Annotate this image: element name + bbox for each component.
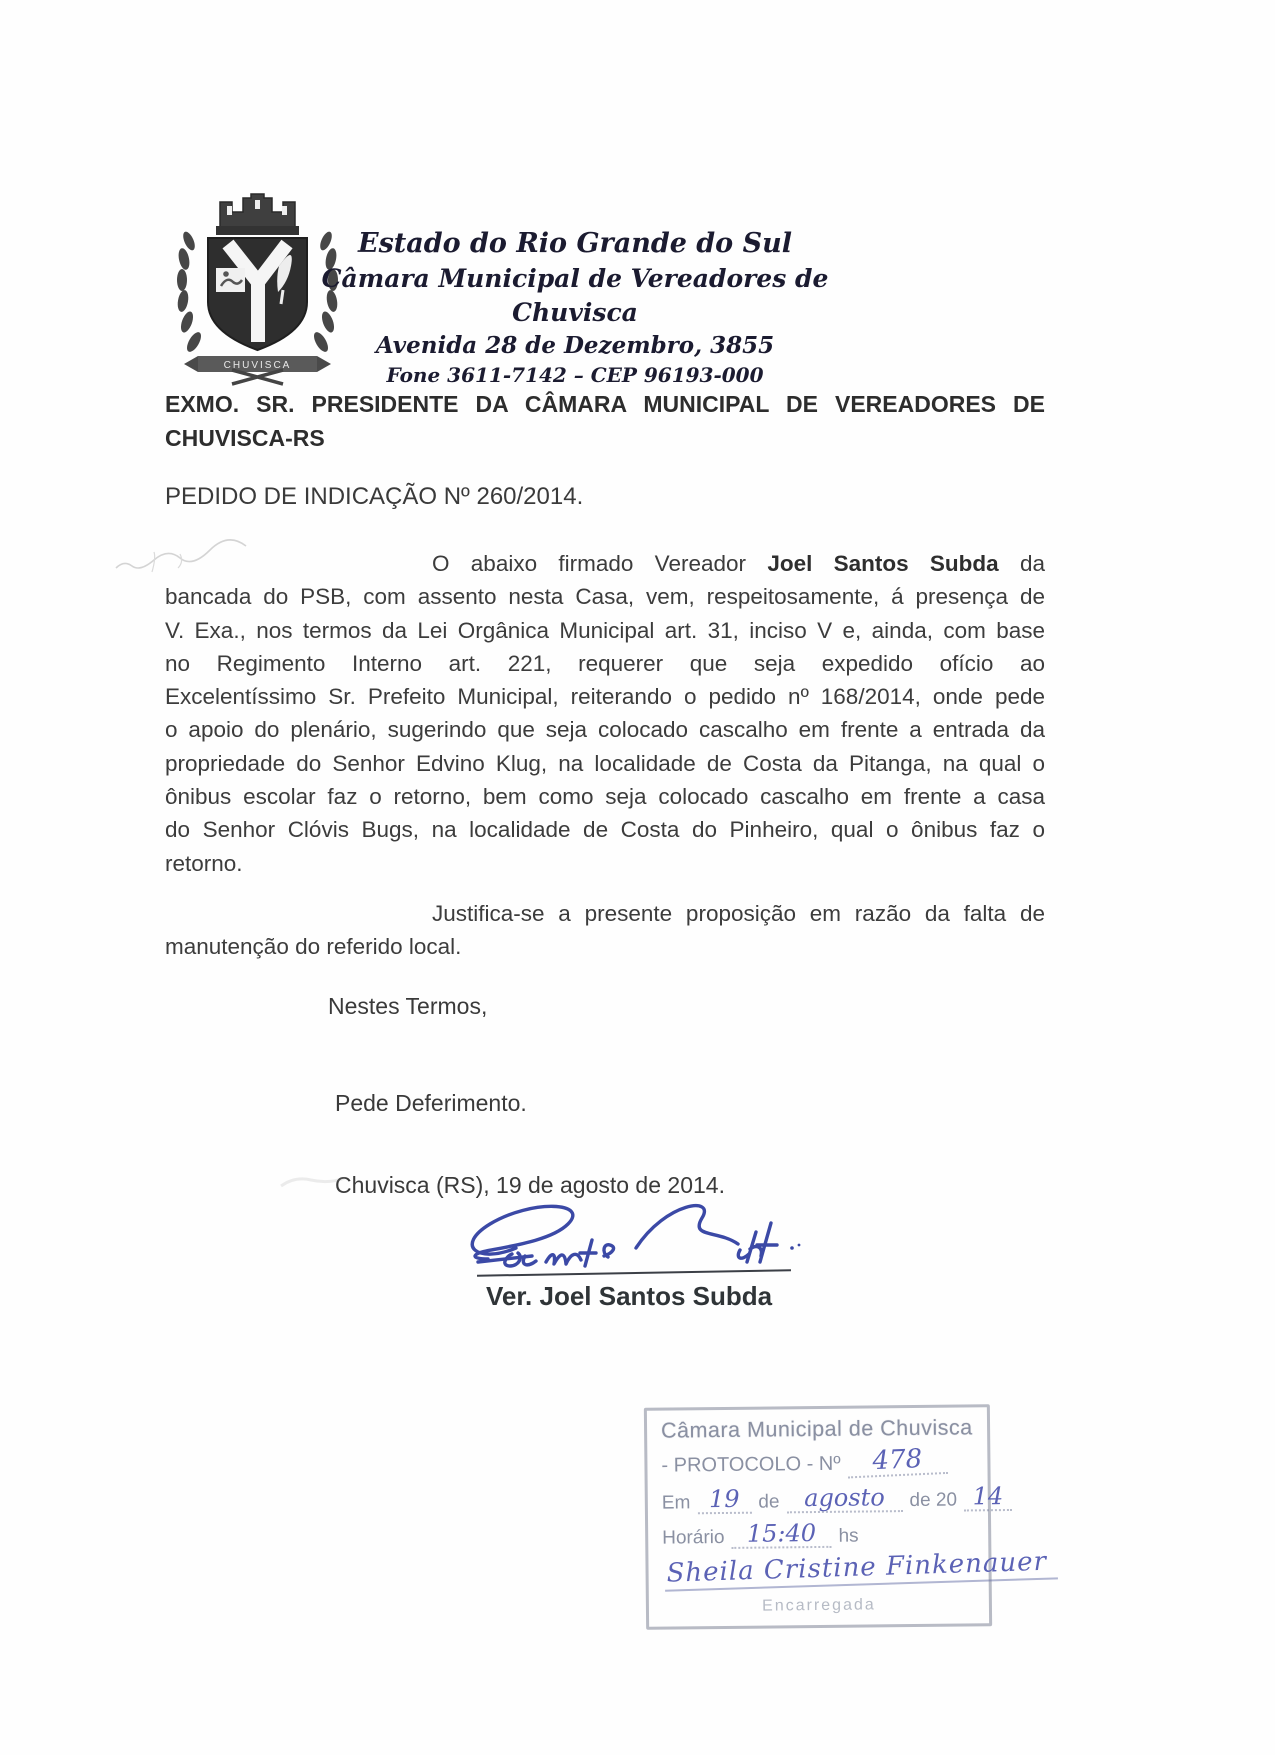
closing-dateline: Chuvisca (RS), 19 de agosto de 2014.: [335, 1172, 725, 1198]
body-line: Justifica-se a presente proposição em razão da falta de: [432, 901, 1045, 926]
body-paragraph-1: [165, 547, 1045, 880]
body-text: O abaixo firmado Vereador: [432, 551, 747, 576]
stamp-year: 14: [964, 1484, 1012, 1512]
signature-name: Ver. Joel Santos Subda: [486, 1281, 773, 1311]
body-line: ônibus escolar faz o retorno, bem como seja colocado cascalho em frente a casa: [165, 784, 1045, 810]
letterhead: [310, 226, 840, 389]
vereador-name: Joel Santos Subda: [767, 551, 999, 576]
letterhead-phone: Fone 3611-7142 – CEP 96193-000: [386, 363, 764, 387]
letterhead-state: Estado do Rio Grande do Sul: [358, 228, 792, 259]
stamp-month: agosto: [786, 1485, 902, 1513]
body-text: da: [1019, 551, 1045, 576]
addressee-line-2: CHUVISCA-RS: [165, 424, 325, 451]
addressee-line-1: EXMO. SR. PRESIDENTE DA CÂMARA MUNICIPAL DE VEREADORES DE: [165, 391, 1045, 417]
body-line: do Senhor Clóvis Bugs, na localidade de Costa do Pinheiro, qual o ônibus faz o: [165, 817, 1045, 843]
body-line: V. Exa., nos termos da Lei Orgânica Municipal art. 31, inciso V e, ainda, com base: [165, 617, 1045, 643]
closing-nestes-termos: Nestes Termos,: [328, 993, 488, 1019]
document-title: PEDIDO DE INDICAÇÃO Nº 260/2014.: [165, 483, 584, 510]
body-line: bancada do PSB, com assento nesta Casa, vem, respeitosamente, á presença de: [165, 584, 1045, 610]
svg-text:CHUVISCA: CHUVISCA: [223, 360, 292, 371]
stamp-role: Encarregada: [762, 1596, 876, 1615]
body-line: Excelentíssimo Sr. Prefeito Municipal, reiterando o pedido nº 168/2014, onde pede: [165, 684, 1045, 710]
closing-pede-deferimento: Pede Deferimento.: [335, 1090, 527, 1116]
protocol-stamp: [644, 1404, 1048, 1630]
body-line: propriedade do Senhor Edvino Klug, na localidade de Costa da Pitanga, na qual o: [165, 750, 1045, 776]
body-line: o apoio do plenário, sugerindo que seja colocado cascalho em frente a entrada da: [165, 717, 1045, 743]
body-line: manutenção do referido local.: [165, 934, 462, 960]
stamp-signature: Sheila Cristine Finkenauer: [664, 1548, 1057, 1591]
stamp-protocolo-label: - PROTOCOLO - Nº: [661, 1452, 841, 1477]
letterhead-address: Avenida 28 de Dezembro, 3855: [375, 332, 775, 359]
letterhead-org: Câmara Municipal de Vereadores de Chuvisca: [321, 264, 829, 327]
body-line: no Regimento Interno art. 221, requerer que seja expedido ofício ao: [165, 650, 1045, 676]
stamp-horario-label: Horário: [662, 1526, 725, 1549]
body-line: [165, 547, 1045, 580]
signature-ink: [420, 1196, 820, 1291]
stamp-org: Câmara Municipal de Chuvisca: [660, 1415, 973, 1443]
stamp-de-label: de: [758, 1491, 780, 1513]
stamp-de20-label: de 20: [909, 1489, 958, 1512]
smudge-mark: [275, 1160, 395, 1200]
stamp-protocolo-number: 478: [847, 1445, 948, 1479]
body-paragraph-2: [165, 897, 1045, 964]
stamp-time: 15:40: [731, 1521, 831, 1549]
stamp-em-label: Em: [661, 1492, 691, 1514]
stamp-hs-label: hs: [838, 1525, 859, 1547]
stamp-day: 19: [697, 1487, 751, 1515]
body-line: retorno.: [165, 850, 243, 876]
addressee-heading: [165, 388, 1045, 455]
